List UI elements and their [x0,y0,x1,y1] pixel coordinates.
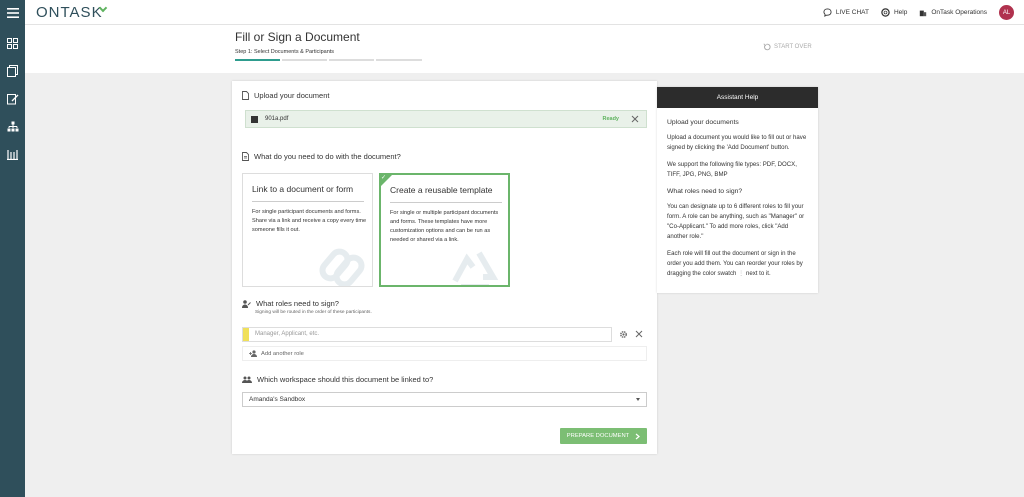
upload-status: Ready [602,116,619,122]
top-bar [0,0,1024,25]
live-chat-link[interactable]: LIVE CHAT [823,8,869,17]
option-description: For single or multiple participant documents and forms. These templates have more customization options and can be run as needed or shared via a link. [390,210,499,243]
uploaded-file-row [245,110,647,128]
purpose-section-heading: What do you need to do with the document? [242,152,401,161]
help-paragraph: Upload a document you would like to fill out or have signed by clicking the 'Add Document' button. [667,134,807,151]
role-name-input[interactable]: Manager, Applicant, etc. [255,331,320,337]
ontask-logo[interactable]: ONTASK [36,4,103,21]
help-paragraph: You can designate up to 6 different roles to fill your form. A role can be anything, such as "Manager" or "Co-Applicant." To add more roles, click "Add another role." [667,203,805,240]
user-pen-icon [242,300,251,308]
drag-handle-icon: ⋮ [738,270,745,277]
page-title: Fill or Sign a Document [235,30,360,44]
restart-icon [763,43,771,51]
chevron-down-icon [636,398,640,401]
option-title: Link to a document or form [252,184,354,194]
page-header [25,25,1024,73]
upload-section-heading: Upload your document [242,91,329,100]
top-nav [823,0,1014,25]
help-heading: Upload your documents [667,119,739,126]
dashboard-icon[interactable] [6,37,19,50]
prepare-document-button[interactable]: PREPARE DOCUMENT [560,428,647,444]
document-icon [242,91,249,100]
assistant-help-title: Assistant Help [657,87,818,108]
option-reusable-template[interactable] [379,173,510,287]
role-input-row [242,327,612,342]
document-setup-card [232,81,657,454]
add-user-icon [249,350,257,357]
documents-icon[interactable] [6,64,19,77]
selected-check-icon: ✓ [380,174,393,187]
option-title: Create a reusable template [390,185,493,195]
roles-subtitle: Signing will be routed in the order of these participants. [255,310,372,315]
sign-document-icon[interactable] [6,92,19,105]
recycle-icon [445,241,505,287]
organization-switcher[interactable]: OnTask Operations [919,9,987,17]
option-description: For single participant documents and forms. Share via a link and receive a copy every time someone fills it out. [252,209,367,233]
pdf-file-icon [251,116,258,123]
step-progress [235,59,422,61]
file-name: 901a.pdf [265,116,289,122]
add-role-button[interactable]: Add another role [242,346,647,361]
document-lines-icon [242,152,249,161]
progress-step-1 [235,59,280,61]
user-avatar[interactable]: AL [999,5,1014,20]
help-paragraph: Each role will fill out the document or sign in the order you add them. You can reorder your roles by dragging the color swatch ⋮ next to it. [667,250,803,277]
lifebuoy-icon [881,8,890,17]
roles-section-heading: What roles need to sign? [242,299,339,308]
step-label: Step 1: Select Documents & Participants [235,49,335,55]
workflow-icon[interactable] [6,120,19,133]
progress-step-3 [329,59,374,61]
progress-step-4 [376,59,422,61]
option-divider [390,202,502,203]
remove-role-icon[interactable] [635,330,643,338]
menu-icon[interactable] [0,0,25,25]
workspace-selected-value: Amanda's Sandbox [249,396,306,403]
role-color-swatch[interactable] [243,328,249,341]
gear-icon[interactable] [619,330,628,339]
option-divider [252,201,364,202]
remove-file-icon[interactable] [631,115,639,123]
workspace-select[interactable] [242,392,647,407]
chat-bubble-icon [823,8,832,17]
workspace-section-heading: Which workspace should this document be linked to? [242,375,433,384]
help-link[interactable]: Help [881,8,907,17]
link-icon [309,242,369,287]
help-heading: What roles need to sign? [667,188,743,195]
progress-step-2 [282,59,327,61]
option-link-document[interactable] [242,173,373,287]
start-over-button[interactable]: START OVER [763,43,812,51]
help-paragraph: We support the following file types: PDF, DOCX, TIFF, JPG, PNG, BMP [667,161,797,178]
chevron-right-icon [635,433,640,440]
building-icon [919,9,927,17]
group-icon [242,376,252,383]
sidebar [0,25,25,497]
data-table-icon[interactable] [6,148,19,161]
assistant-help-panel [657,87,818,293]
